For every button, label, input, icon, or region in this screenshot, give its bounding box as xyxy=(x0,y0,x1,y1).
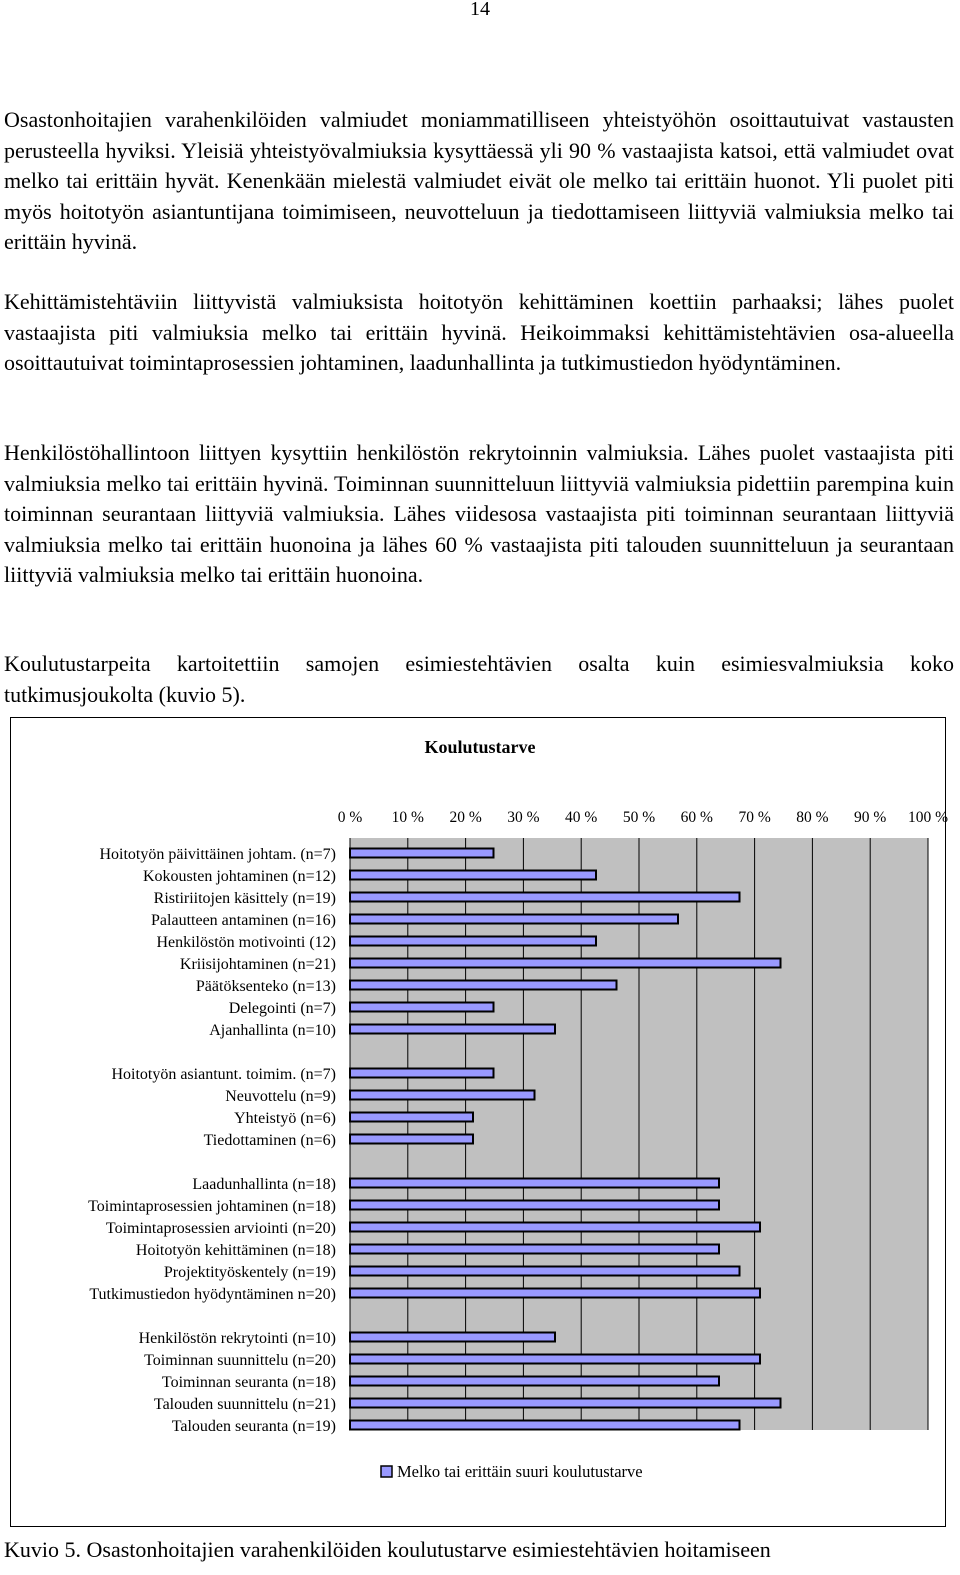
category-label: Talouden suunnittelu (n=21) xyxy=(153,1396,336,1413)
x-tick-label: 30 % xyxy=(507,809,540,826)
bar xyxy=(350,981,617,990)
bar xyxy=(350,1223,760,1232)
bar xyxy=(350,959,781,968)
x-tick-label: 60 % xyxy=(680,809,713,826)
category-label: Projektityöskentely (n=19) xyxy=(163,1264,336,1281)
category-label: Hoitotyön päivittäinen johtam. (n=7) xyxy=(99,846,336,863)
bar xyxy=(350,937,596,946)
x-tick-label: 70 % xyxy=(738,809,771,826)
category-label: Hoitotyön asiantunt. toimim. (n=7) xyxy=(111,1066,336,1083)
x-tick-label: 0 % xyxy=(337,809,363,826)
bar xyxy=(350,1003,494,1012)
bar xyxy=(350,1091,535,1100)
category-label: Henkilöstön motivointi (12) xyxy=(156,934,336,951)
category-label: Kokousten johtaminen (n=12) xyxy=(143,868,336,885)
bar xyxy=(350,1245,719,1254)
bar xyxy=(350,1135,473,1144)
category-label: Tutkimustiedon hyödyntäminen n=20) xyxy=(89,1286,336,1303)
bar xyxy=(350,1333,555,1342)
category-label: Delegointi (n=7) xyxy=(228,1000,336,1017)
bar xyxy=(350,1421,740,1430)
x-tick-label: 100 % xyxy=(907,809,949,826)
category-label: Toimintaprosessien arviointi (n=20) xyxy=(105,1220,336,1237)
category-label: Talouden seuranta (n=19) xyxy=(171,1418,336,1435)
bar xyxy=(350,871,596,880)
category-label: Neuvottelu (n=9) xyxy=(225,1088,336,1105)
category-label: Yhteistyö (n=6) xyxy=(234,1110,336,1127)
paragraph-1: Osastonhoitajien varahenkilöiden valmiudet moniammatilliseen yhteistyöhön osoittautuivat vastausten perusteella hyviksi. Yleisiä yhteistyövalmiuksia kysyttäessä yli 90 % vastaajista katsoi, että valmiudet ovat melko tai erittäin hyvät. Kenenkään mielestä valmiudet eivät ole melko tai erittäin huonot. Yli puolet piti myös hoitotyön asiantuntijana toimimiseen, neuvotteluun ja tiedottamiseen liittyviä valmiuksia melko tai erittäin hyvinä. xyxy=(4,107,954,254)
chart-title: Koulutustarve xyxy=(424,737,536,757)
x-tick-label: 90 % xyxy=(854,809,887,826)
bar xyxy=(350,1267,740,1276)
x-tick-label: 10 % xyxy=(391,809,424,826)
category-label: Tiedottaminen (n=6) xyxy=(203,1132,336,1149)
bar xyxy=(350,1289,760,1298)
bar xyxy=(350,1113,473,1122)
category-label: Laadunhallinta (n=18) xyxy=(192,1176,336,1193)
category-label: Toimintaprosessien johtaminen (n=18) xyxy=(88,1198,336,1215)
bar xyxy=(350,1377,719,1386)
legend-label: Melko tai erittäin suuri koulutustarve xyxy=(397,1462,643,1481)
category-label: Hoitotyön kehittäminen (n=18) xyxy=(135,1242,336,1259)
category-label: Toiminnan suunnittelu (n=20) xyxy=(144,1352,336,1369)
legend-swatch xyxy=(381,1466,392,1477)
paragraph-4: Koulutustarpeita kartoitettiin samojen esimiestehtävien osalta kuin esimiesvalmiuksia koko tutkimusjoukolta (kuvio 5). xyxy=(4,651,954,707)
category-label: Ristiriitojen käsittely (n=19) xyxy=(153,890,336,907)
page-number: 14 xyxy=(470,0,490,20)
x-tick-label: 20 % xyxy=(449,809,482,826)
category-label: Henkilöstön rekrytointi (n=10) xyxy=(138,1330,336,1347)
figure-caption: Kuvio 5. Osastonhoitajien varahenkilöiden koulutustarve esimiestehtävien hoitamiseen xyxy=(4,1537,771,1562)
category-label: Toiminnan seuranta (n=18) xyxy=(161,1374,336,1391)
x-tick-label: 80 % xyxy=(796,809,829,826)
bar xyxy=(350,915,678,924)
bar xyxy=(350,1025,555,1034)
category-label: Ajanhallinta (n=10) xyxy=(209,1022,336,1039)
bar xyxy=(350,1201,719,1210)
x-tick-label: 50 % xyxy=(622,809,656,826)
category-label: Päätöksenteko (n=13) xyxy=(195,978,336,995)
bar xyxy=(350,1355,760,1364)
category-label: Palautteen antaminen (n=16) xyxy=(151,912,336,929)
x-tick-label: 40 % xyxy=(565,809,598,826)
paragraph-3: Henkilöstöhallintoon liittyen kysyttiin henkilöstön rekrytoinnin valmiuksia. Lähes puolet vastaajista piti valmiuksia melko tai erittäin hyvinä. Toiminnan suunnitteluun liittyviä valmiuksia pidettiin parempina kuin toiminnan seurantaan liittyviä valmiuksia. Lähes viidesosa vastaajista piti toiminnan seurantaan liittyviä valmiuksia melko tai erittäin huonoina ja lähes 60 % vastaajista piti talouden suunnitteluun ja seurantaan liittyviä valmiuksia melko tai erittäin huonoina. xyxy=(4,440,954,587)
paragraph-2: Kehittämistehtäviin liittyvistä valmiuksista hoitotyön kehittäminen koettiin parhaaksi; lähes puolet vastaajista piti valmiuksia melko tai erittäin hyvinä. Heikoimmaksi kehittämistehtävien osa-alueella osoittautuivat toimintaprosessien johtaminen, laadunhallinta ja tutkimustiedon hyödyntäminen. xyxy=(4,289,954,375)
bar xyxy=(350,1399,781,1408)
bar xyxy=(350,1179,719,1188)
category-label: Kriisijohtaminen (n=21) xyxy=(179,956,336,973)
bar xyxy=(350,893,740,902)
bar xyxy=(350,1069,494,1078)
bar xyxy=(350,849,494,858)
